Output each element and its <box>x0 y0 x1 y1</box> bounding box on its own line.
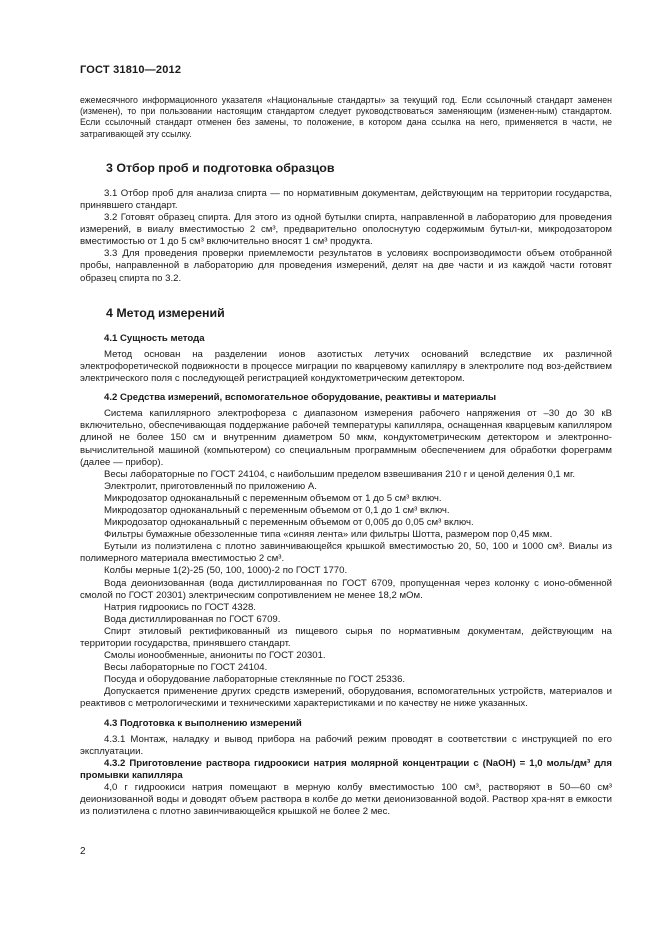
equipment-item: Вода дистиллированная по ГОСТ 6709. <box>104 613 281 625</box>
equipment-item: Весы лабораторные по ГОСТ 24104, с наибольшим пределом взвешивания 210 г и ценой деления 0,1 мг. <box>104 468 575 480</box>
equipment-item: Натрия гидроокись по ГОСТ 4328. <box>104 601 256 613</box>
document-header: ГОСТ 31810—2012 <box>80 64 182 76</box>
equipment-item: Фильтры бумажные обеззоленные типа «синяя лента» или фильтры Шотта, размером пор 0,45 мкм. <box>104 529 553 541</box>
intro-paragraph: ежемесячного информационного указателя «Национальные стандарты» за текущий год. Если ссылочный стандарт заменен (изменен), то при пользовании настоящим стандартом следует руководствоваться заменяющим (изменен-ным) стандартом. Если ссылочный стандарт отменен без замены, то положение, в котором дана ссылка на него, применяется в части, не затрагивающей эту ссылку. <box>80 95 612 139</box>
equipment-item: Микродозатор одноканальный с переменным объемом от 0,1 до 1 см³ включ. <box>104 504 450 516</box>
subsection-4-2-title: 4.2 Средства измерений, вспомогательное оборудование, реактивы и материалы <box>104 392 497 404</box>
paragraph-4-1: Метод основан на разделении ионов азотистых летучих оснований вследствие их различной электрофоретической подвижности в процессе миграции по кварцевому капилляру в электролите под воз-действием электрического поля с последующей регистрацией кондуктометрическим детектором. <box>80 348 612 385</box>
equipment-item: Весы лабораторные по ГОСТ 24104. <box>104 662 268 674</box>
equipment-item: Электролит, приготовленный по приложению А. <box>104 480 317 492</box>
section-4-title: 4 Метод измерений <box>106 305 225 320</box>
subsection-4-3-title: 4.3 Подготовка к выполнению измерений <box>104 717 302 729</box>
section-3-title: 3 Отбор проб и подготовка образцов <box>106 160 335 175</box>
document-body <box>80 95 612 818</box>
subsection-4-1-title: 4.1 Сущность метода <box>104 332 205 344</box>
paragraph-3-1: 3.1 Отбор проб для анализа спирта — по нормативным документам, действующим на территории государства, принявшего стандарт. <box>80 187 612 211</box>
paragraph-3-3: 3.3 Для проведения проверки приемлемости результатов в условиях воспроизводимости объем отобранной пробы, направленной в лабораторию для проведения измерений, делят на две части и из каждой части готовят образец спирта по 3.2. <box>80 248 612 284</box>
paragraph-3-2: 3.2 Готовят образец спирта. Для этого из одной бутылки спирта, направленной в лабораторию для проведения измерений, в виалу вместимостью 2 см³, предварительно ополоснутую содержимым бутыл-ки, микродозатором вместимостью от 1 до 5 см³ включительно вносят 1 см³ продукта. <box>80 212 612 248</box>
equipment-item: Посуда и оборудование лабораторные стеклянные по ГОСТ 25336. <box>104 674 406 686</box>
paragraph-4-3-1: 4.3.1 Монтаж, наладку и вывод прибора на рабочий режим проводят в соответствии с инструкцией по его эксплуатации. <box>80 733 612 757</box>
equipment-item: Микродозатор одноканальный с переменным объемом от 1 до 5 см³ включ. <box>104 492 442 504</box>
equipment-item: Смолы ионообменные, аниониты по ГОСТ 20301. <box>104 650 326 662</box>
page-number: 2 <box>80 846 86 857</box>
equipment-item: Колбы мерные 1(2)-25 (50, 100, 1000)-2 по ГОСТ 1770. <box>104 565 348 577</box>
equipment-item: Микродозатор одноканальный с переменным объемом от 0,005 до 0,05 см³ включ. <box>104 517 474 529</box>
equipment-item: Вода деионизованная (вода дистиллированная по ГОСТ 6709, пропущенная через колонку с ионо-обменной смолой по ГОСТ 20301) электрическим сопротивлением не менее 18,2 мОм. <box>80 577 612 601</box>
equipment-item: Допускается применение других средств измерений, оборудования, вспомогательных устройств, материалов и реактивов с метрологическими и техническими характеристиками и по качеству не ниже указанных. <box>80 686 612 710</box>
equipment-item: Спирт этиловый ректификованный из пищевого сырья по нормативным документам, действующим на территории государства, принявшего стандарт. <box>80 625 612 649</box>
equipment-list <box>80 408 612 710</box>
equipment-item: Бутыли из полиэтилена с плотно завинчивающейся крышкой вместимостью 20, 50, 100 и 1000 см³. Виалы из полимерного материала вместимостью 2 см³. <box>80 541 612 565</box>
paragraph-4-3-2-text: 4,0 г гидроокиси натрия помещают в мерную колбу вместимостью 100 см³, растворяют в 50—60 см³ деионизованной воды и доводят объем раствора в колбе до метки деионизованной водой. Раствор хра-нят в емкости из полиэтилена с плотно завинчивающейся крышкой не более 2 мес. <box>80 782 612 818</box>
paragraph-4-3-2-title: 4.3.2 Приготовление раствора гидроокиси натрия молярной концентрации с (NaOH) = 1,0 моль/дм³ для промывки капилляра <box>80 757 612 781</box>
equipment-item: Система капиллярного электрофореза с диапазоном измерения рабочего напряжения от –30 до 30 кВ включительно, обеспечивающая поддержание рабочей температуры капилляра, оснащенная кварцевым капилляром длиной не более 150 см и внутренним диаметром 50 мкм, кондуктометрическим детектором и электронно-вычислительной машиной (компьютером) со специальным программным обеспечением для обработки фореграмм (далее — прибор). <box>80 408 612 468</box>
